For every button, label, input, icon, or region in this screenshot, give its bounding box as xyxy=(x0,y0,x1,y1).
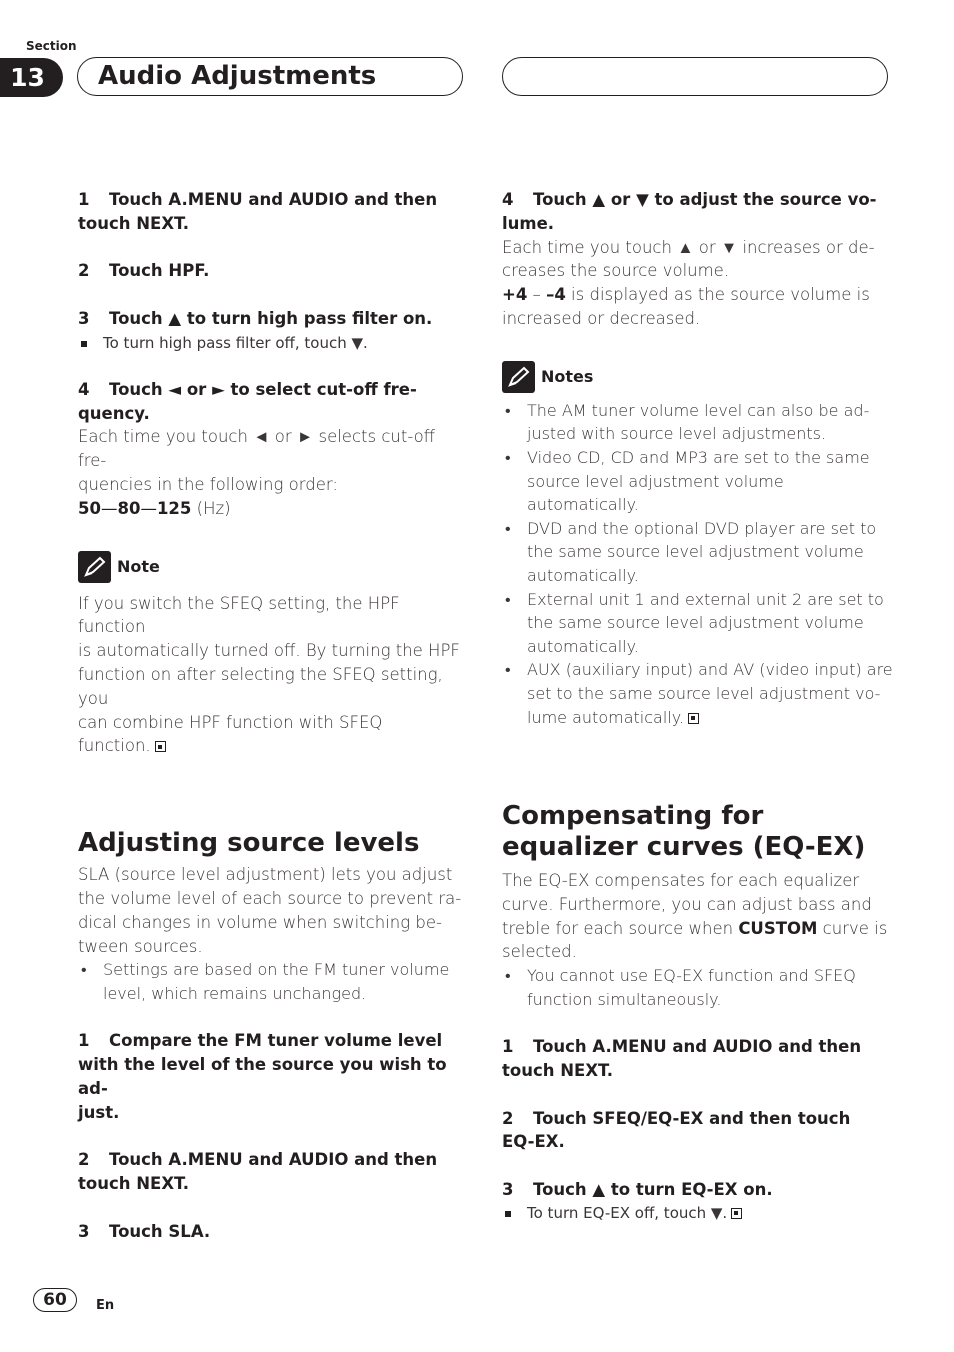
volume-body-4: increased or decreased. xyxy=(502,308,701,328)
heading-compensating-eq: Compensating for equalizer curves (EQ-EX) xyxy=(502,801,866,863)
step-1-cont: touch NEXT. xyxy=(78,213,190,233)
step-4-cont: quency. xyxy=(78,403,150,423)
volume-body: Each time you touch ▲ or ▼ increases or de- xyxy=(502,237,875,257)
eq-step-2-cont: EQ-EX. xyxy=(502,1132,565,1152)
sla-step-1-cont: with the level of the source you wish to ad- xyxy=(78,1055,447,1098)
sla-step-2-cont: touch NEXT. xyxy=(78,1174,190,1194)
left-column xyxy=(78,188,468,1243)
sla-step-3: 3 Touch SLA. xyxy=(78,1221,211,1241)
note-item-videocd: • Video CD, CD and MP3 are set to the same source level adjustment volume automatically. xyxy=(502,446,897,517)
end-mark-icon xyxy=(731,1208,742,1219)
sla-step-1: 1 Compare the FM tuner volume level xyxy=(78,1031,443,1051)
note-text: If you switch the SFEQ setting, the HPF function is automatically turned off. By turning the HPF function on after selecting the SFEQ setting, you can combine HPF function with SFEQ function. xyxy=(78,593,460,756)
page-number: 60 xyxy=(33,1288,77,1312)
step-2: 2 Touch HPF. xyxy=(78,261,210,281)
eq-step-1: 1 Touch A.MENU and AUDIO and then xyxy=(502,1037,862,1057)
volume-body-2: creases the source volume. xyxy=(502,261,730,281)
eq-bullet: • You cannot use EQ-EX function and SFEQ function simultaneously. xyxy=(502,964,897,1011)
sla-step-1-cont-2: just. xyxy=(78,1102,120,1122)
section-number: 13 xyxy=(0,58,63,97)
volume-step-4-cont: lume. xyxy=(502,213,555,233)
step-3: 3 Touch ▲ to turn high pass filter on. xyxy=(78,308,433,328)
sla-bullet: • Settings are based on the FM tuner volume level, which remains unchanged. xyxy=(78,958,468,1005)
sla-step-2: 2 Touch A.MENU and AUDIO and then xyxy=(78,1150,438,1170)
notes-pencil-icon xyxy=(502,361,535,393)
heading-adjusting-source-levels: Adjusting source levels xyxy=(78,828,420,859)
note-item-aux: • AUX (auxiliary input) and AV (video input) are set to the same source level adjustment vo- lume automatically. xyxy=(502,658,897,729)
header-right-frame xyxy=(502,57,888,96)
step-1: 1 Touch A.MENU and AUDIO and then xyxy=(78,190,438,209)
language-code: En xyxy=(96,1298,115,1313)
eq-step-3-bullet: To turn EQ-EX off, touch ▼. xyxy=(502,1202,897,1224)
sla-intro: SLA (source level adjustment) lets you adjust the volume level of each source to prevent ra- dical changes in volume when switching be- tween sources. xyxy=(78,865,462,956)
volume-step-4: 4 Touch ▲ or ▼ to adjust the source vo- xyxy=(502,190,877,209)
eq-intro: The EQ-EX compensates for each equalizer curve. Furthermore, you can adjust bass and treble for each source when CUSTOM curve is selected. xyxy=(502,871,888,962)
note-item-am: • The AM tuner volume level can also be ad- justed with source level adjustments. xyxy=(502,399,897,446)
section-label: Section xyxy=(26,39,77,53)
note-heading: Note xyxy=(78,551,468,583)
right-column xyxy=(502,188,897,1224)
note-item-dvd: • DVD and the optional DVD player are set to the same source level adjustment volume automatically. xyxy=(502,517,897,588)
volume-range: +4 – –4 is displayed as the source volume is xyxy=(502,285,870,305)
eq-step-3: 3 Touch ▲ to turn EQ-EX on. xyxy=(502,1180,773,1200)
step-3-bullet: To turn high pass filter off, touch ▼. xyxy=(78,332,468,354)
step-4: 4 Touch ◄ or ► to select cut-off fre- xyxy=(78,379,417,399)
frequency-order: 50—80—125 (Hz) xyxy=(78,498,231,518)
eq-step-1-cont: touch NEXT. xyxy=(502,1061,614,1081)
step-4-body: Each time you touch ◄ or ► selects cut-off fre- xyxy=(78,427,436,471)
end-mark-icon xyxy=(688,713,699,724)
page-title: Audio Adjustments xyxy=(98,61,377,91)
step-4-body-2: quencies in the following order: xyxy=(78,474,338,494)
note-item-external: • External unit 1 and external unit 2 are set to the same source level adjustment volume automatically. xyxy=(502,588,897,659)
eq-step-2: 2 Touch SFEQ/EQ-EX and then touch xyxy=(502,1108,851,1128)
notes-heading: Notes xyxy=(502,361,897,393)
end-mark-icon xyxy=(155,741,166,752)
note-pencil-icon xyxy=(78,551,111,583)
